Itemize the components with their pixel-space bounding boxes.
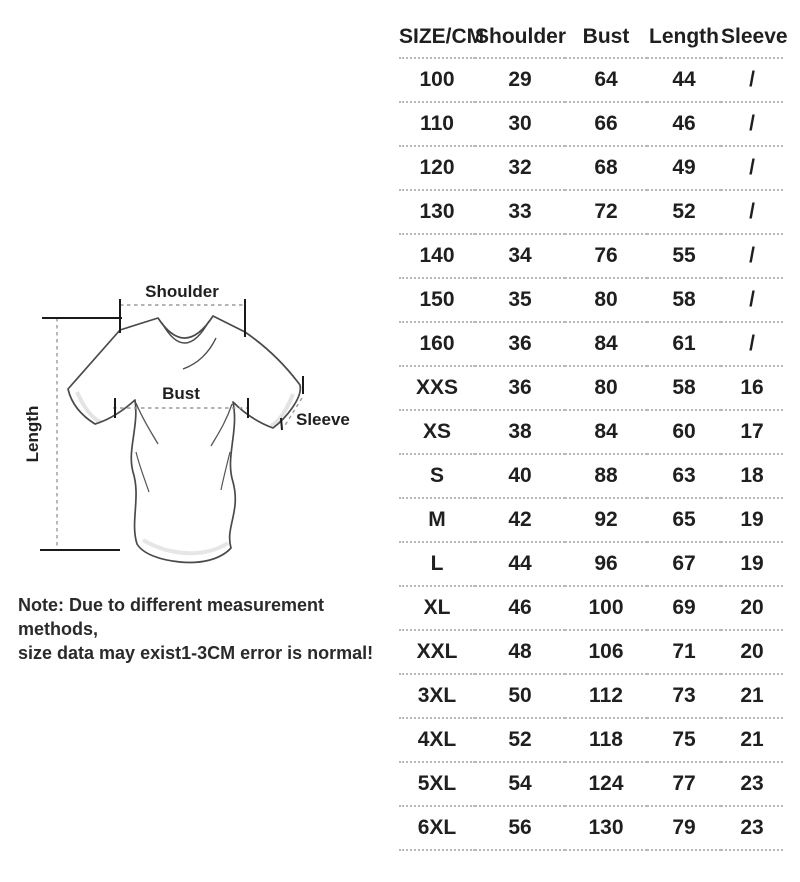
column-header: Bust [565,16,647,58]
table-cell: / [721,322,783,366]
table-cell: 4XL [399,718,475,762]
size-table-container [399,16,788,851]
table-cell: / [721,190,783,234]
table-row [399,586,783,630]
table-cell: 66 [565,102,647,146]
table-cell: / [721,102,783,146]
sleeve-label: Sleeve [296,410,350,429]
left-underarm-wrinkle [136,403,158,444]
table-cell: 118 [565,718,647,762]
tshirt-outline [68,316,300,562]
table-cell: 140 [399,234,475,278]
table-cell: 106 [565,630,647,674]
table-cell: / [721,278,783,322]
table-cell: 33 [475,190,565,234]
table-cell: 50 [475,674,565,718]
table-cell: 110 [399,102,475,146]
table-cell: 40 [475,454,565,498]
table-cell: 6XL [399,806,475,850]
table-cell: 23 [721,762,783,806]
table-cell: XXL [399,630,475,674]
table-cell: 76 [565,234,647,278]
column-header: Length [647,16,721,58]
table-row [399,630,783,674]
table-cell: 112 [565,674,647,718]
table-cell: 55 [647,234,721,278]
table-cell: 80 [565,366,647,410]
table-cell: 16 [721,366,783,410]
table-cell: / [721,58,783,102]
table-cell: 44 [647,58,721,102]
table-cell: 130 [565,806,647,850]
table-cell: M [399,498,475,542]
table-cell: 21 [721,674,783,718]
table-cell: 96 [565,542,647,586]
tshirt-diagram-svg [15,272,355,572]
table-cell: 88 [565,454,647,498]
table-cell: 92 [565,498,647,542]
table-cell: L [399,542,475,586]
size-table [399,16,788,851]
table-row [399,762,783,806]
table-cell: 38 [475,410,565,454]
table-cell: 150 [399,278,475,322]
table-row [399,498,783,542]
table-cell: XL [399,586,475,630]
table-cell: 100 [399,58,475,102]
table-row [399,102,783,146]
column-header: SIZE/CM [399,16,475,58]
table-cell: 65 [647,498,721,542]
note-line-2: size data may exist1-3CM error is normal! [18,643,374,663]
table-row [399,718,783,762]
table-cell: 73 [647,674,721,718]
table-cell: 44 [475,542,565,586]
table-cell: 124 [565,762,647,806]
table-row [399,58,783,102]
table-cell: 67 [647,542,721,586]
right-side-wrinkle [221,452,230,490]
table-cell: 69 [647,586,721,630]
table-cell: 54 [475,762,565,806]
table-cell: 56 [475,806,565,850]
table-row [399,278,783,322]
header-row [399,16,783,58]
table-cell: 34 [475,234,565,278]
table-cell: 130 [399,190,475,234]
table-row [399,674,783,718]
length-label: Length [23,405,42,463]
table-row [399,454,783,498]
hem-highlight [143,540,228,553]
left-sleeve-highlight [77,392,101,422]
table-cell: 64 [565,58,647,102]
left-side-wrinkle [136,452,149,492]
sleeve-tick-bottom [281,418,282,430]
table-cell: 18 [721,454,783,498]
table-cell: 71 [647,630,721,674]
table-cell: 68 [565,146,647,190]
table-cell: 63 [647,454,721,498]
table-cell: / [721,146,783,190]
table-cell: 36 [475,366,565,410]
table-cell: 49 [647,146,721,190]
table-row [399,190,783,234]
table-cell: 72 [565,190,647,234]
table-cell: 32 [475,146,565,190]
table-cell: 23 [721,806,783,850]
table-cell: 160 [399,322,475,366]
measurement-note [18,593,398,665]
table-cell: 84 [565,322,647,366]
table-row [399,366,783,410]
table-cell: 58 [647,278,721,322]
table-row [399,322,783,366]
table-cell: 29 [475,58,565,102]
table-cell: 42 [475,498,565,542]
table-cell: 52 [647,190,721,234]
table-cell: 3XL [399,674,475,718]
bust-label: Bust [162,384,200,403]
table-cell: 80 [565,278,647,322]
table-row [399,542,783,586]
table-cell: XS [399,410,475,454]
size-table-head [399,16,788,58]
table-cell: 36 [475,322,565,366]
table-cell: 5XL [399,762,475,806]
table-row [399,806,783,850]
table-cell: XXS [399,366,475,410]
right-underarm-wrinkle [211,404,232,446]
table-row [399,410,783,454]
table-cell: 48 [475,630,565,674]
column-header: Sleeve [721,16,783,58]
table-cell: 60 [647,410,721,454]
table-cell: 20 [721,586,783,630]
table-cell: 100 [565,586,647,630]
table-cell: 52 [475,718,565,762]
table-row [399,234,783,278]
table-cell: 35 [475,278,565,322]
table-cell: 46 [647,102,721,146]
table-cell: 19 [721,542,783,586]
shoulder-label: Shoulder [145,282,219,301]
tshirt-measurement-diagram [15,272,355,572]
table-cell: 20 [721,630,783,674]
table-cell: 19 [721,498,783,542]
table-cell: 120 [399,146,475,190]
table-cell: 17 [721,410,783,454]
table-cell: 30 [475,102,565,146]
table-cell: 46 [475,586,565,630]
note-line-1: Note: Due to different measurement methods, [18,595,325,639]
table-cell: S [399,454,475,498]
table-cell: 79 [647,806,721,850]
table-row [399,146,783,190]
table-cell: 21 [721,718,783,762]
size-table-body [399,58,783,850]
table-cell: / [721,234,783,278]
table-cell: 75 [647,718,721,762]
table-cell: 58 [647,366,721,410]
table-cell: 61 [647,322,721,366]
column-header: Shoulder [475,16,565,58]
table-cell: 77 [647,762,721,806]
table-cell: 84 [565,410,647,454]
